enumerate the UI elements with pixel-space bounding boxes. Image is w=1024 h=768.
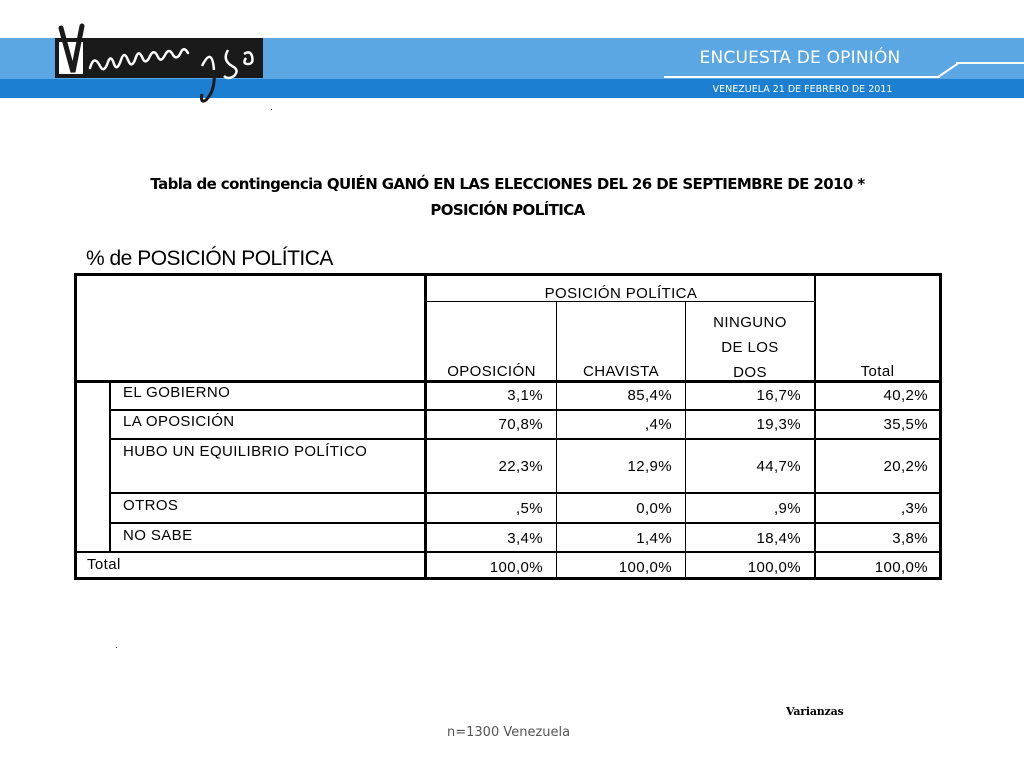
table-title — [90, 171, 925, 223]
col-header-ninguno-line1: NINGUNO — [713, 314, 787, 331]
table-cell: 16,7% — [756, 387, 801, 404]
total-cell: 100,0% — [489, 559, 543, 576]
total-rule — [74, 551, 942, 553]
row-label: LA OPOSICIÓN — [123, 413, 235, 430]
total-cell: 100,0% — [747, 559, 801, 576]
table-border-right — [939, 273, 942, 580]
header-divider-line — [664, 76, 940, 78]
sample-size: n=1300 Venezuela — [447, 725, 571, 740]
total-row-label: Total — [87, 556, 121, 573]
table-cell: 85,4% — [627, 387, 672, 404]
table-cell: ,4% — [644, 416, 672, 433]
table-title-line1: Tabla de contingencia QUIÉN GANÓ EN LAS ELECCIONES DEL 26 DE SEPTIEMBRE DE 2010 * — [150, 175, 865, 193]
table-cell: 12,9% — [627, 458, 672, 475]
table-cell: 3,8% — [892, 530, 928, 547]
table-cell: 22,3% — [498, 458, 543, 475]
table-cell: 3,1% — [507, 387, 543, 404]
percent-label: % de POSICIÓN POLÍTICA — [86, 247, 333, 270]
table-cell: ,5% — [515, 500, 543, 517]
table-cell: 40,2% — [883, 387, 928, 404]
table-cell: 3,4% — [507, 530, 543, 547]
row-label: NO SABE — [123, 527, 193, 544]
total-cell: 100,0% — [618, 559, 672, 576]
row-rule-2 — [110, 438, 942, 440]
table-cell: 44,7% — [756, 458, 801, 475]
contingency-table — [74, 273, 942, 580]
header-divider-upper — [956, 62, 1024, 64]
col-header-oposicion: OPOSICIÓN — [447, 363, 536, 380]
table-cell: ,9% — [773, 500, 801, 517]
decorative-dot: . — [115, 640, 118, 651]
row-rule-4 — [110, 522, 942, 524]
row-label: HUBO UN EQUILIBRIO POLÍTICO — [123, 443, 368, 460]
table-cell: 19,3% — [756, 416, 801, 433]
table-title-line2: POSICIÓN POLÍTICA — [430, 201, 585, 219]
table-cell: 20,2% — [883, 458, 928, 475]
survey-title: ENCUESTA DE OPINIÓN — [699, 48, 901, 68]
col-header-ninguno-line3: DOS — [733, 364, 767, 381]
col-header-total: Total — [860, 363, 895, 380]
decorative-dot: . — [270, 102, 273, 113]
col-header-ninguno-line2: DE LOS — [721, 339, 779, 356]
table-cell: 70,8% — [498, 416, 543, 433]
col-header-ninguno — [686, 310, 814, 385]
footer-brand: Varianzas — [786, 705, 844, 718]
total-cell: 100,0% — [874, 559, 928, 576]
table-cell: 35,5% — [883, 416, 928, 433]
table-cell: 0,0% — [636, 500, 672, 517]
table-border-bottom — [74, 577, 942, 580]
row-stub-divider — [109, 380, 111, 552]
table-cell: 1,4% — [636, 530, 672, 547]
survey-date: VENEZUELA 21 DE FEBRERO DE 2011 — [712, 84, 893, 95]
row-rule-1 — [110, 409, 942, 411]
table-border-top — [74, 273, 942, 276]
varianzas-logo — [52, 20, 266, 104]
group-header: POSICIÓN POLÍTICA — [544, 285, 698, 302]
table-border-left — [74, 273, 77, 580]
row-label: OTROS — [123, 497, 179, 514]
table-cell: 18,4% — [756, 530, 801, 547]
col-header-chavista: CHAVISTA — [583, 363, 659, 380]
row-rule-3 — [110, 492, 942, 494]
table-cell: ,3% — [900, 500, 928, 517]
row-label: EL GOBIERNO — [123, 384, 231, 401]
